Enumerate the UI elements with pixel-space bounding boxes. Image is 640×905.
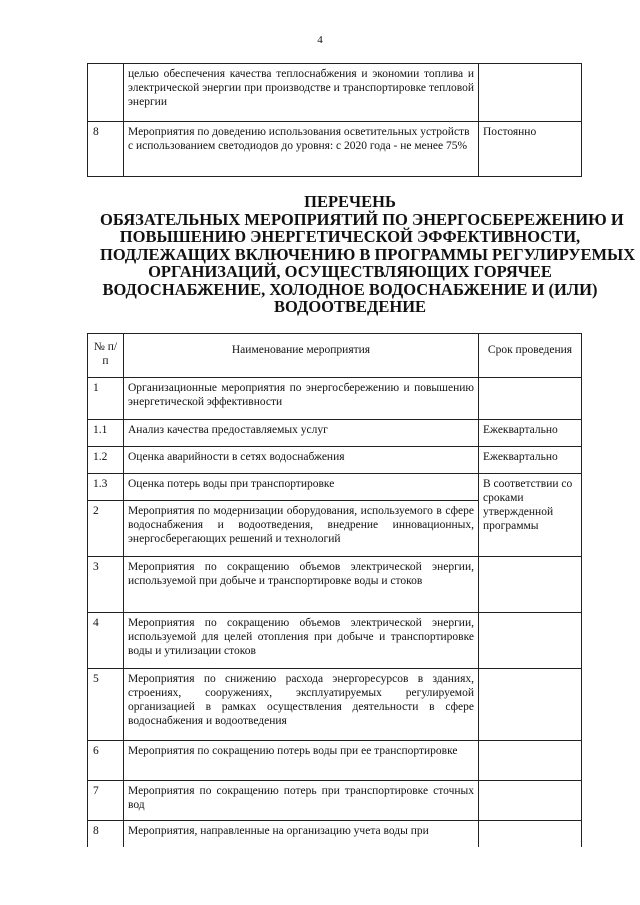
measure-name-cell: Мероприятия по сокращению потерь при транспортировке сточных вод (124, 781, 479, 821)
term-cell (479, 669, 582, 741)
row-number-cell: 1.2 (88, 447, 124, 474)
header-name: Наименование мероприятия (124, 334, 479, 378)
heading-line: ВОДООТВЕДЕНИЕ (273, 297, 427, 316)
row-number-cell (88, 64, 124, 122)
heading-line: ВОДОСНАБЖЕНИЕ, ХОЛОДНОЕ ВОДОСНАБЖЕНИЕ И (ИЛИ) (102, 279, 598, 299)
table-row (88, 420, 582, 447)
measure-name-cell: Мероприятия по сокращению объемов электрической энергии, используемой при добыче и транспортировке воды и стоков (124, 557, 479, 613)
heading-line: ОРГАНИЗАЦИЙ, ОСУЩЕСТВЛЯЮЩИХ ГОРЯЧЕЕ (148, 262, 552, 281)
term-cell (479, 557, 582, 613)
row-number-cell: 8 (88, 122, 124, 177)
measure-name-cell: Мероприятия по сокращению потерь воды при ее транспортировке (124, 741, 479, 781)
term-cell: Постоянно (479, 122, 582, 177)
measure-name-cell: Мероприятия, направленные на организацию учета воды при (124, 821, 479, 847)
table-row (88, 741, 582, 781)
term-cell (479, 821, 582, 847)
table-row (88, 669, 582, 741)
measure-name-cell: Организационные мероприятия по энергосбережению и повышению энергетической эффективности (124, 378, 479, 420)
heading-line: ПЕРЕЧЕНЬ (304, 192, 396, 211)
header-term: Срок проведения (479, 334, 582, 378)
table-row (88, 613, 582, 669)
table-row (88, 447, 582, 474)
row-number-cell: 4 (88, 613, 124, 669)
heading-line: ПОВЫШЕНИЮ ЭНЕРГЕТИЧЕСКОЙ ЭФФЕКТИВНОСТИ, (119, 227, 581, 246)
table-row (88, 557, 582, 613)
measure-name-cell: Мероприятия по сокращению объемов электрической энергии, используемой для целей отопления при добыче и транспортировке воды и утилизации стоков (124, 613, 479, 669)
row-number-cell: 1.1 (88, 420, 124, 447)
row-number-cell: 8 (88, 821, 124, 847)
measure-name-cell: Оценка аварийности в сетях водоснабжения (124, 447, 479, 474)
measure-name-cell: Мероприятия по модернизации оборудования, используемого в сфере водоснабжения и водоотведения, внедрение инновационных, энергосберегающих решений и технологий (124, 501, 479, 557)
heading-line: ПОДЛЕЖАЩИХ ВКЛЮЧЕНИЮ В ПРОГРАММЫ РЕГУЛИРУЕМЫХ (100, 244, 636, 264)
term-cell (479, 781, 582, 821)
row-number-cell: 5 (88, 669, 124, 741)
table-row (88, 821, 582, 847)
measure-name-cell: Мероприятия по снижению расхода энергоресурсов в зданиях, строениях, сооружениях, эксплуатируемых регулируемой организацией в рамках осуществления деятельности в сфере водоснабжения и водоотведения (124, 669, 479, 741)
table-row (88, 378, 582, 420)
table-row (88, 122, 582, 177)
header-number: № п/п (88, 334, 124, 378)
measure-name-cell: Оценка потерь воды при транспортировке (124, 474, 479, 501)
measures-table (87, 333, 582, 847)
term-cell: Ежеквартально (479, 447, 582, 474)
row-number-cell: 1.3 (88, 474, 124, 501)
term-cell (479, 378, 582, 420)
term-cell (479, 613, 582, 669)
term-cell (479, 64, 582, 122)
row-number-cell: 3 (88, 557, 124, 613)
row-number-cell: 1 (88, 378, 124, 420)
heading-line: ОБЯЗАТЕЛЬНЫХ МЕРОПРИЯТИЙ ПО ЭНЕРГОСБЕРЕЖЕНИЮ И (100, 209, 624, 229)
table-header-row (88, 334, 582, 378)
term-cell (479, 741, 582, 781)
page-number: 4 (317, 34, 323, 46)
row-number-cell: 7 (88, 781, 124, 821)
table-row (88, 781, 582, 821)
term-cell: Ежеквартально (479, 420, 582, 447)
row-number-cell: 2 (88, 501, 124, 557)
measure-name-cell: целью обеспечения качества теплоснабжения и экономии топлива и электрической энергии при производстве и транспортировке тепловой энергии (124, 64, 479, 122)
term-cell: В соответствии со сроками утвержденной программы (479, 474, 582, 557)
table-row (88, 474, 582, 501)
measure-name-cell: Мероприятия по доведению использования осветительных устройств с использованием светодиодов до уровня: с 2020 года - не менее 75% (124, 122, 479, 177)
row-number-cell: 6 (88, 741, 124, 781)
measure-name-cell: Анализ качества предоставляемых услуг (124, 420, 479, 447)
list-heading (100, 192, 636, 316)
table-row (88, 64, 582, 122)
continuation-table (87, 63, 582, 177)
